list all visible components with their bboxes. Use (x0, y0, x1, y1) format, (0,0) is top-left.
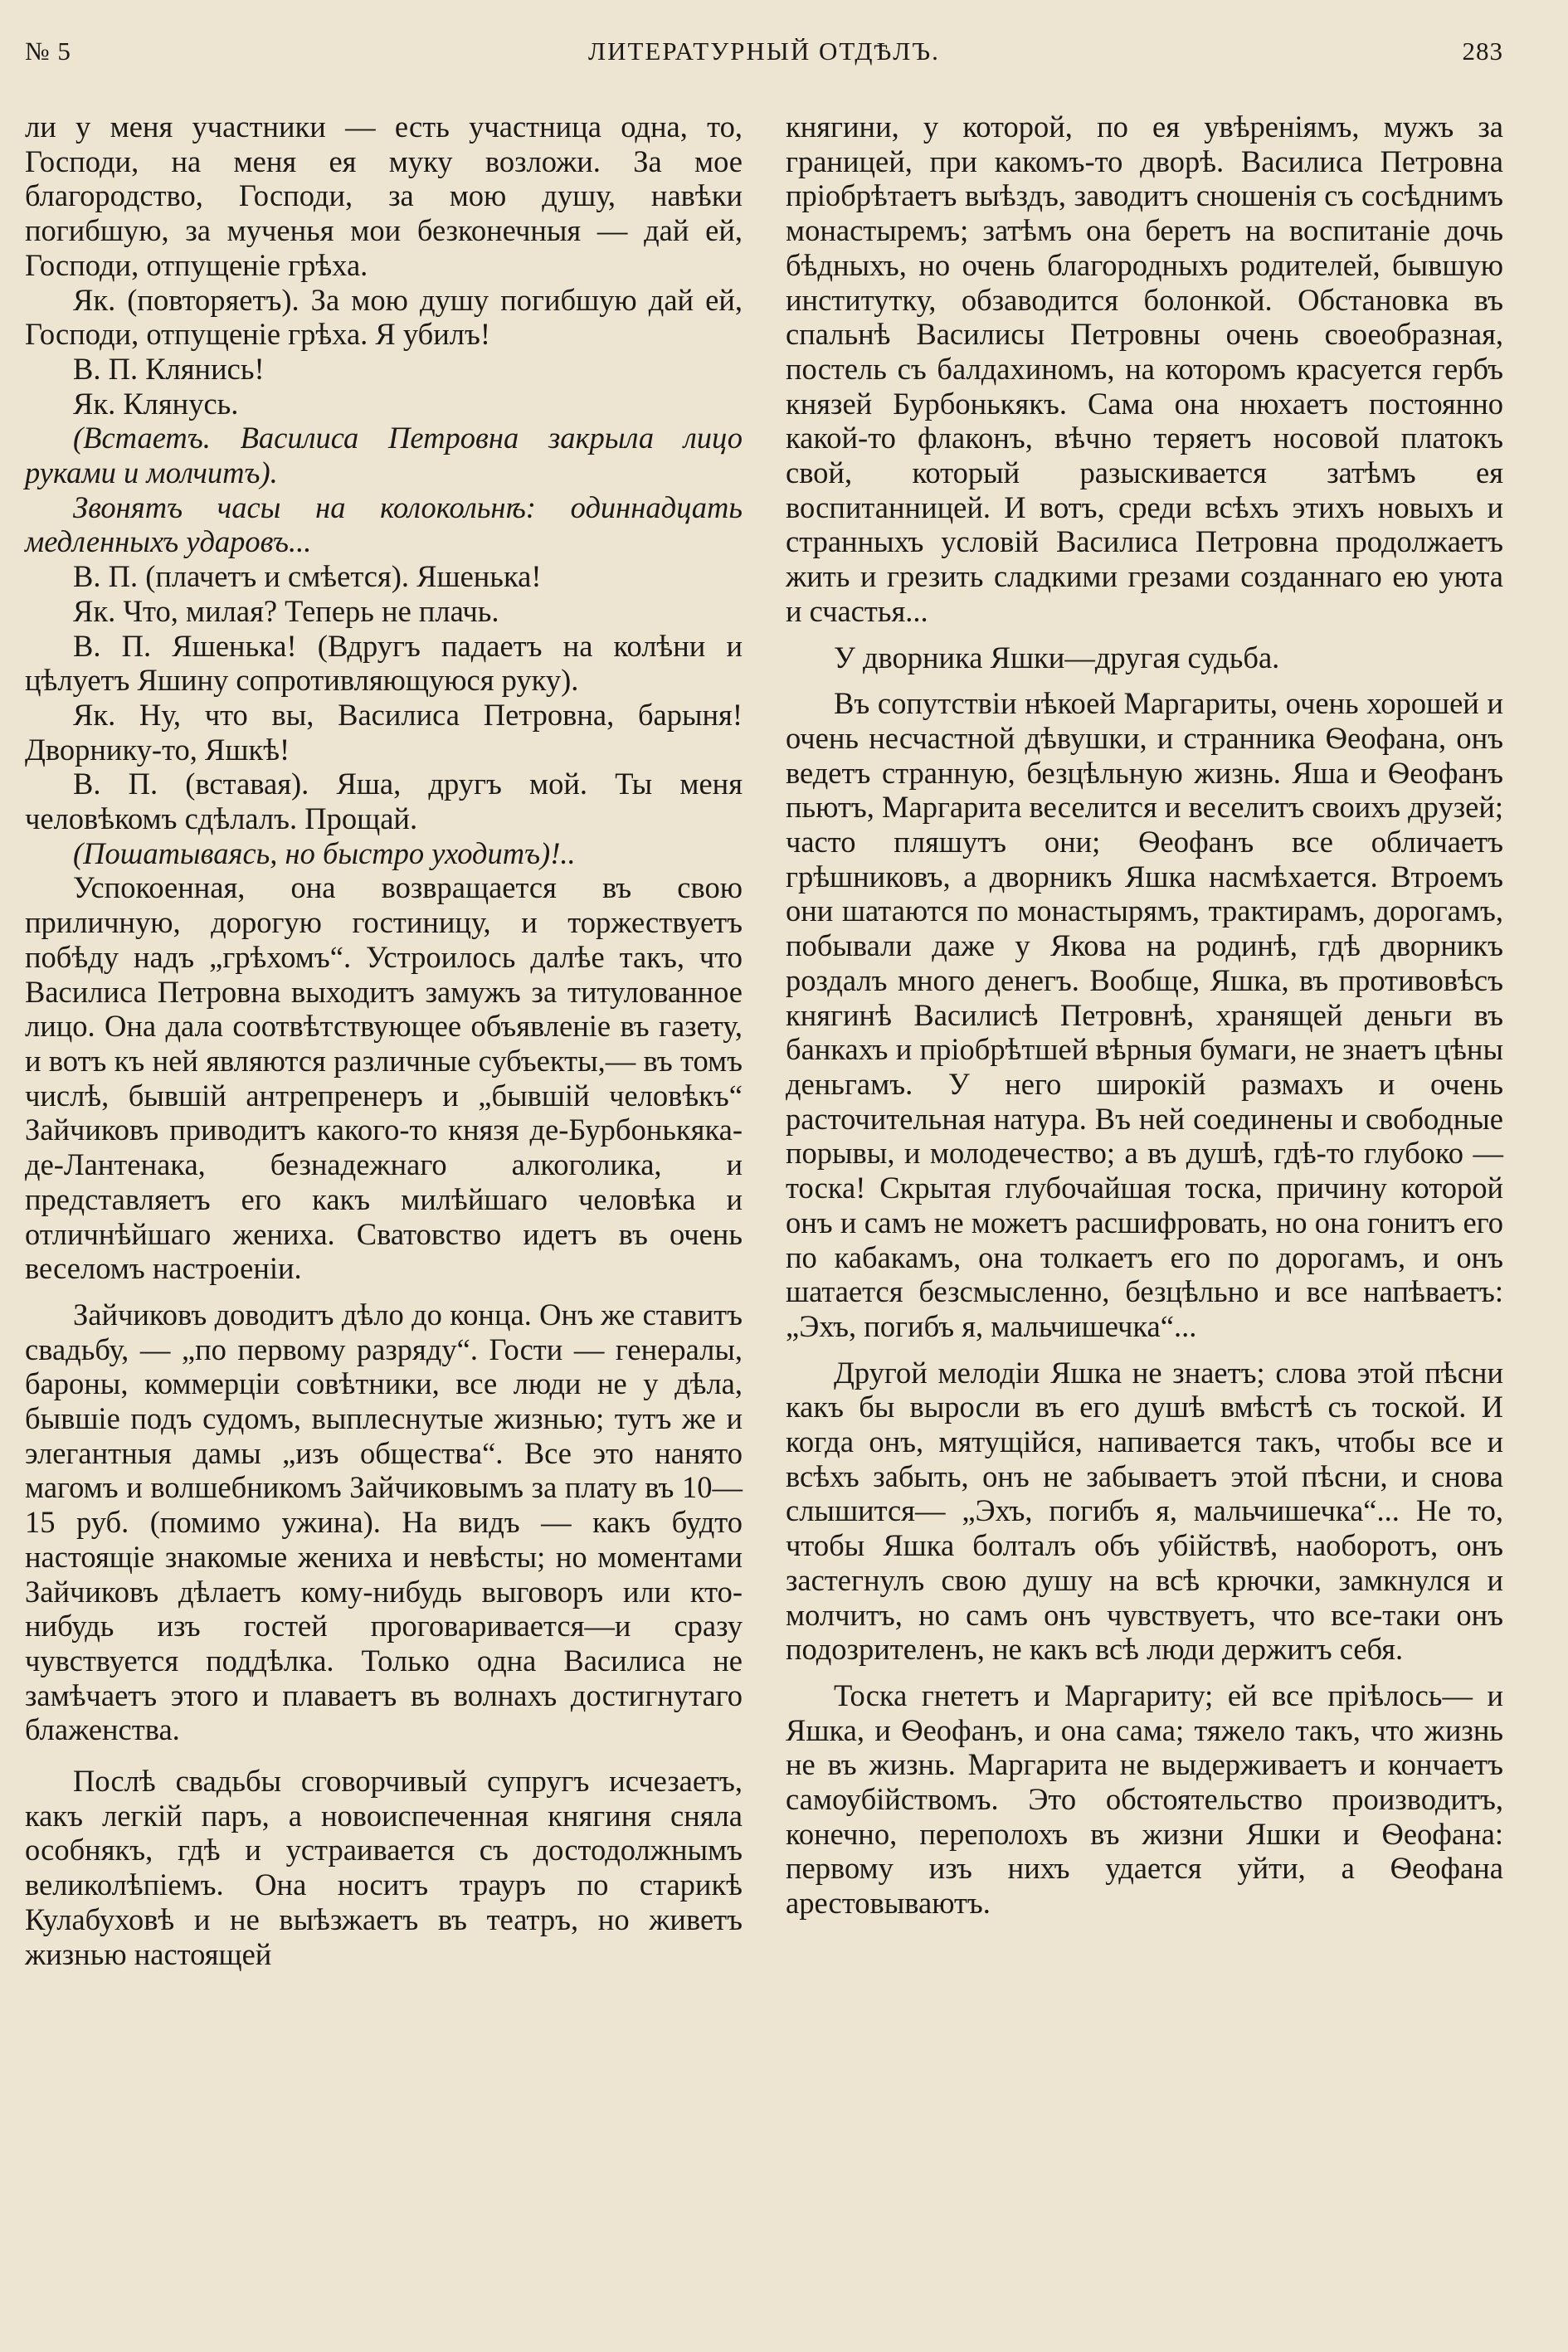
stage-direction: (Встаетъ. Василиса Петровна закрыла лицо руками и молчитъ). (25, 421, 743, 490)
paragraph: Зайчиковъ доводитъ дѣло до конца. Онъ же ставитъ свадьбу, — „по первому разряду“. Гости — генералы, бароны, коммерціи совѣтники, все люди не у дѣла, бывшіе подъ судомъ, выплеснутые жизнью; тутъ же и элегантныя дамы „изъ общества“. Все это нанято магомъ и волшебникомъ Зайчиковымъ за плату въ 10—15 руб. (помимо ужина). На видъ — какъ будто настоящіе знакомые жениха и невѣсты; но моментами Зайчиковъ дѣлаетъ кому-нибудь выговоръ или кто-нибудь изъ гостей проговаривается—и сразу чувствуется поддѣлка. Только одна Василиса не замѣчаетъ этого и плаваетъ въ волнахъ достигнутаго блаженства. (25, 1297, 743, 1747)
dialogue-line: Як. Клянусь. (73, 386, 239, 421)
stage-direction: (Пошатываясь, но быстро уходитъ)!.. (73, 835, 576, 870)
paragraph: Тоска гнететъ и Маргариту; ей все пріѣлось— и Яшка, и Ѳеофанъ, и она сама; тяжело такъ, что жизнь не въ жизнь. Маргарита не выдерживаетъ и кончаетъ самоубійствомъ. Это обстоятельство производитъ, конечно, переполохъ въ жизни Яшки и Ѳеофана: первому изъ нихъ удается уйти, а Ѳеофана арестовываютъ. (786, 1678, 1503, 1921)
paragraph: У дворника Яшки—другая судьба. (834, 640, 1280, 674)
paragraph: Другой мелодіи Яшка не знаетъ; слова этой пѣсни какъ бы выросли въ его душѣ вмѣстѣ съ тоской. И когда онъ, мятущійся, напивается такъ, чтобы все и всѣхъ забыть, онъ не забываетъ этой пѣсни, и снова слышится— „Эхъ, погибъ я, мальчишечка“... Не то, чтобы Яшка болталъ объ убійствѣ, наоборотъ, онъ застегнулъ свою душу на всѣ крючки, замкнулся и молчитъ, но самъ онъ чувствуетъ, что все-таки онъ подозрителенъ, не какъ всѣ люди держитъ себя. (786, 1355, 1503, 1667)
paragraph: ли у меня участники — есть участница одна, то, Господи, на меня ея муку возложи. За мое благородство, Господи, за мою душу, навѣки погибшую, за мученья мои безконечныя — дай ей, Господи, отпущеніе грѣха. (25, 110, 743, 282)
section-title: ЛИТЕРАТУРНЫЙ ОТДѢЛЪ. (588, 37, 940, 66)
text-columns (25, 110, 1503, 2319)
dialogue-line: В. П. Яшенька! (Вдругъ падаетъ на колѣни и цѣлуетъ Яшину сопротивляющуюся руку). (25, 628, 743, 698)
issue-number: № 5 (25, 37, 71, 66)
dialogue-line: В. П. Клянись! (73, 351, 265, 386)
page-number: 283 (1462, 37, 1503, 66)
running-header (25, 28, 1503, 75)
paragraph: Въ сопутствіи нѣкоей Маргариты, очень хорошей и очень несчастной дѣвушки, и странника Ѳеофана, онъ ведетъ странную, безцѣльную жизнь. Яша и Ѳеофанъ пьютъ, Маргарита веселится и веселитъ своихъ друзей; часто пляшутъ они; Ѳеофанъ все обличаетъ грѣшниковъ, а дворникъ Яшка насмѣхается. Втроемъ они шатаются по монастырямъ, трактирамъ, дорогамъ, побывали даже у Якова на родинѣ, гдѣ дворникъ роздалъ много денегъ. Вообще, Яшка, въ противовѣсъ княгинѣ Василисѣ Петровнѣ, хранящей деньги въ банкахъ и пріобрѣтшей вѣрныя бумаги, не знаетъ цѣны деньгамъ. У него широкій размахъ и очень расточительная натура. Въ ней соединены и свободные порывы, и молодечество; а въ душѣ, гдѣ-то глубоко — тоска! Скрытая глубочайшая тоска, причину которой онъ и самъ не можетъ расшифровать, но она гонитъ его по кабакамъ, она толкаетъ его по дорогамъ, и онъ шатается безсмысленно, безцѣльно и все напѣваетъ: „Эхъ, погибъ я, мальчишечка“... (786, 686, 1503, 1343)
paragraph: Послѣ свадьбы сговорчивый супругъ исчезаетъ, какъ легкій паръ, а новоиспеченная княгиня сняла особнякъ, гдѣ и устраивается съ достодолжнымъ великолѣпіемъ. Она носитъ трауръ по старикѣ Кулабуховѣ и не выѣзжаетъ въ театръ, но живетъ жизнью настоящей (25, 1764, 743, 1971)
dialogue-line: Як. Что, милая? Теперь не плачь. (73, 593, 499, 628)
dialogue-line: В. П. (плачетъ и смѣется). Яшенька! (73, 559, 542, 594)
dialogue-line: В. П. (вставая). Яша, другъ мой. Ты меня человѣкомъ сдѣлалъ. Прощай. (25, 767, 743, 836)
stage-direction: Звонятъ часы на колокольнѣ: одиннадцать медленныхъ ударовъ... (25, 489, 743, 559)
paragraph: княгини, у которой, по ея увѣреніямъ, мужъ за границей, при какомъ-то дворѣ. Василиса Петровна пріобрѣтаетъ выѣздъ, заводитъ сношенія съ сосѣднимъ монастыремъ; затѣмъ она беретъ на воспитаніе дочь бѣдныхъ, но очень благородныхъ родителей, бывшую институтку, обзаводится болонкой. Обстановка въ спальнѣ Василисы Петровны очень своеобразная, постель съ балдахиномъ, на которомъ красуется гербъ князей Бурбонькякъ. Сама она нюхаетъ постоянно какой-то флаконъ, вѣчно теряетъ носовой платокъ свой, который разыскивается затѣмъ ея воспитанницей. И вотъ, среди всѣхъ этихъ новыхъ и странныхъ условій Василиса Петровна продолжаетъ жить и грезить сладкими грезами созданнаго ею уюта и счастья... (786, 110, 1503, 628)
left-column (25, 110, 743, 2319)
right-column (786, 110, 1503, 2319)
dialogue-line: Як. (повторяетъ). За мою душу погибшую дай ей, Господи, отпущеніе грѣха. Я убилъ! (25, 282, 743, 352)
dialogue-line: Як. Ну, что вы, Василиса Петровна, барыня! Дворнику-то, Яшкѣ! (25, 697, 743, 767)
paragraph: Успокоенная, она возвращается въ свою приличную, дорогую гостиницу, и торжествуетъ побѣду надъ „грѣхомъ“. Устроилось далѣе такъ, что Василиса Петровна выходитъ замужъ за титулованное лицо. Она дала соотвѣтствующее объявленіе въ газету, и вотъ къ ней являются различные субъекты,— въ томъ числѣ, бывшій антрепренеръ и „бывшій человѣкъ“ Зайчиковъ приводитъ какого-то князя де-Бурбонькяка-де-Лантенака, безнадежнаго алкоголика, и представляетъ его какъ милѣйшаго человѣка и отличнѣйшаго жениха. Сватовство идетъ въ очень веселомъ настроеніи. (25, 870, 743, 1286)
